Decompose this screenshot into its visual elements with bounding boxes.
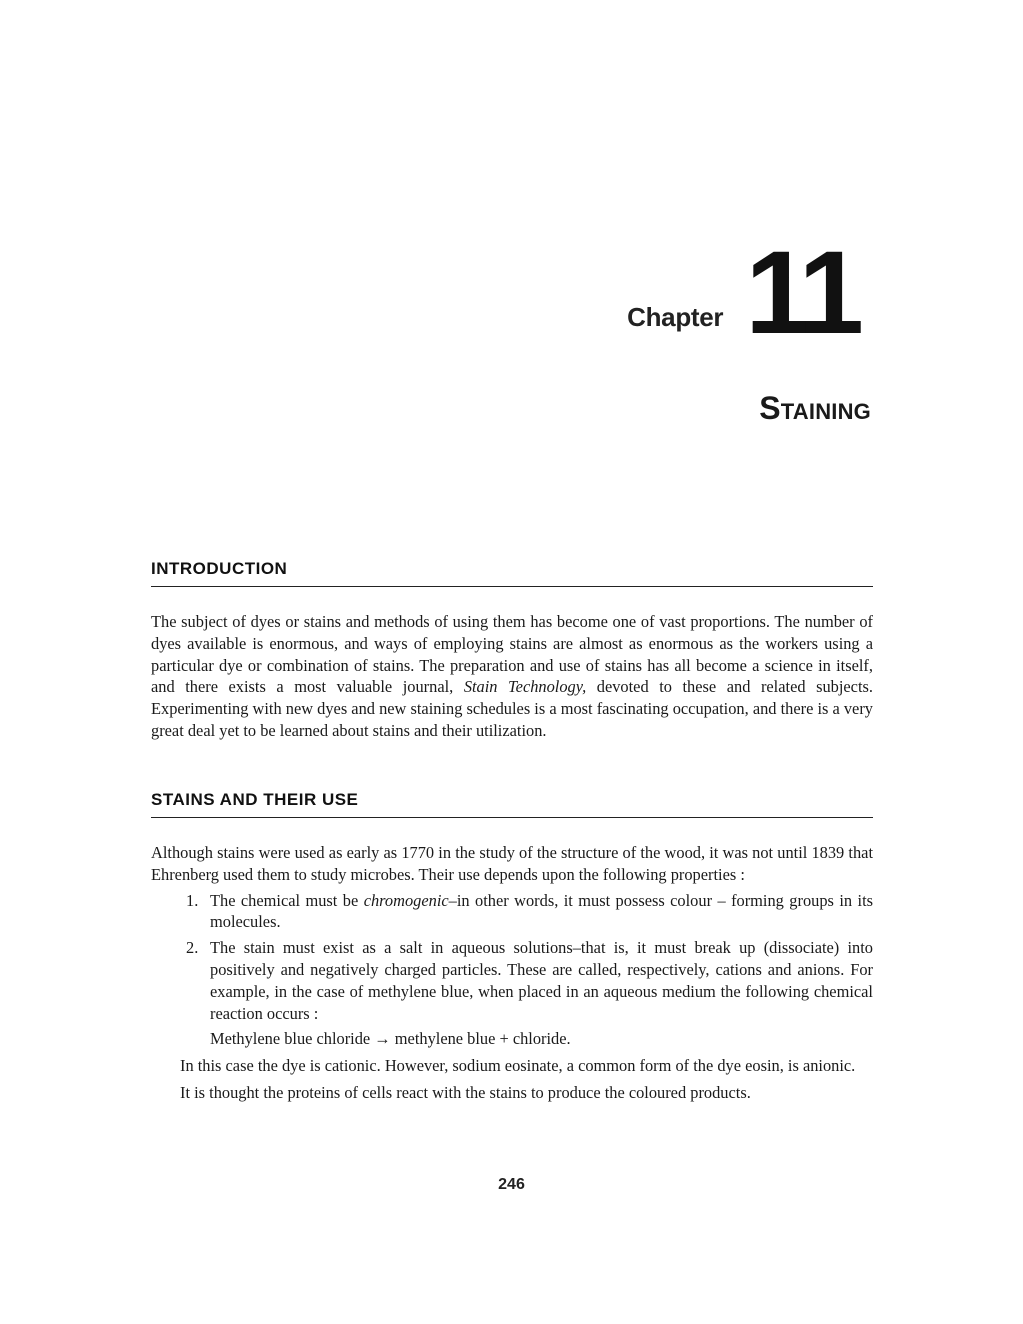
introduction-heading: INTRODUCTION	[151, 559, 873, 587]
list-item-text-part2: –in other words, it must possess colour – forming groups in its molecules.	[210, 890, 874, 932]
reaction-equation: Methylene blue chloride → methylene blue + chloride.	[210, 1029, 571, 1049]
chromogenic-term: chromogenic	[363, 890, 449, 910]
list-item-text: The stain must exist as a salt in aqueous solutions–that is, it must break up (dissociate) into positively and negatively charged particles. These are called, respectively, cations and anions. For example, in the case of methylene blue, when placed in an aqueous medium the following chemical reaction occurs :	[210, 938, 873, 1023]
stains-use-paragraph: Although stains were used as early as 1770 in the study of the structure of the wood, it was not until 1839 that Ehrenberg used them to study microbes. Their use depends upon the following properties :	[151, 843, 873, 884]
stains-use-heading: STAINS AND THEIR USE	[151, 790, 873, 818]
properties-list	[151, 890, 873, 1025]
chapter-number: 11	[745, 227, 858, 359]
stains-use-section	[151, 790, 873, 1104]
introduction-paragraph	[151, 611, 873, 742]
chapter-label: Chapter	[627, 302, 724, 332]
list-item-text-part1: The chemical must be	[210, 890, 364, 910]
cationic-paragraph: In this case the dye is cationic. However, sodium eosinate, a common form of the dye eosin, is anionic.	[180, 1056, 856, 1076]
introduction-section	[151, 559, 873, 742]
page-number: 246	[498, 1176, 525, 1193]
list-item-number: 1.	[186, 890, 199, 910]
list-item-number: 2.	[186, 938, 199, 958]
list-item	[186, 890, 874, 934]
chapter-title: Staining	[759, 390, 871, 426]
proteins-paragraph: It is thought the proteins of cells react with the stains to produce the coloured products.	[180, 1082, 751, 1102]
list-item	[186, 937, 873, 1024]
introduction-text-part2: devoted to these and related subjects. Experimenting with new dyes and new staining schedules is a most fascinating occupation, and there is a very great deal yet to be learned about stains and their utilization.	[151, 677, 873, 740]
chapter-header	[627, 227, 858, 359]
introduction-text-part1: The subject of dyes or stains and methods of using them has become one of vast proportions. The number of dyes available is enormous, and ways of employing stains are almost as enormous as the workers using a particular dye or combination of stains. The preparation and use of stains has all become a science in itself, and there exists a most valuable journal,	[151, 612, 873, 697]
journal-name: Stain Technology,	[463, 677, 587, 697]
